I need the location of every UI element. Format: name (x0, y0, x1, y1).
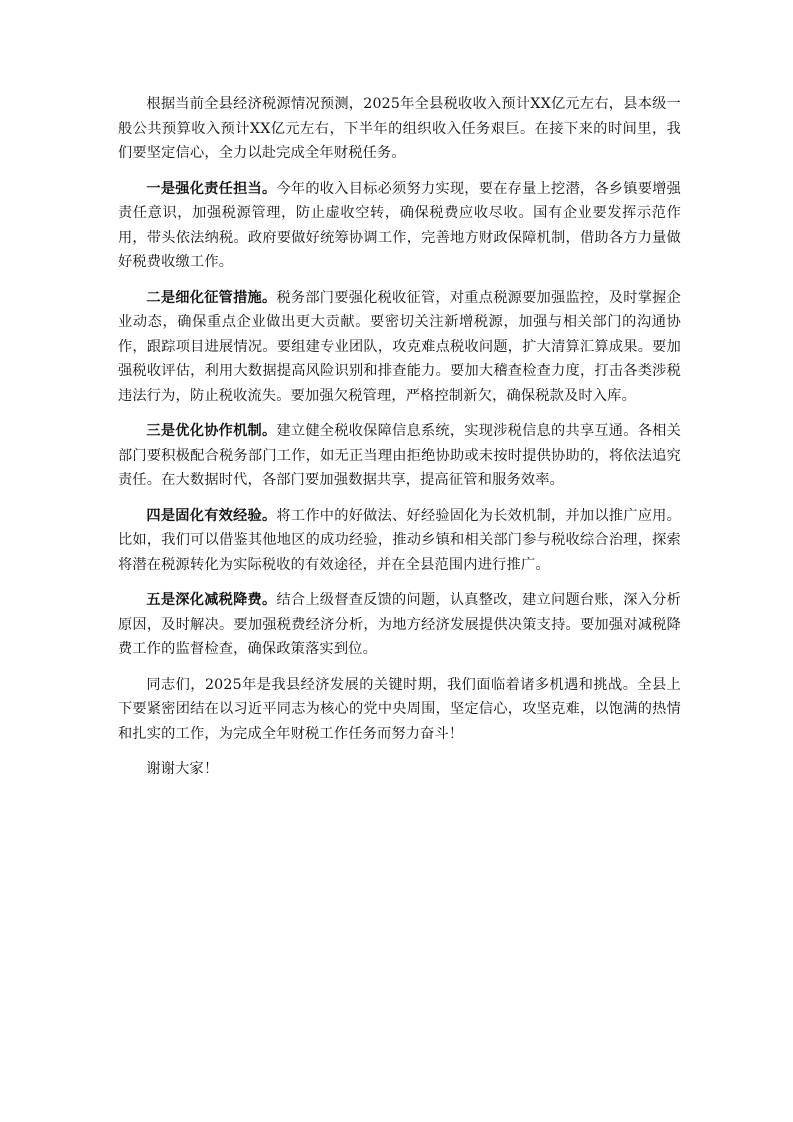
point-four-paragraph (118, 504, 681, 578)
point-one-text: 今年的收入目标必须努力实现，要在存量上挖潜，各乡镇要增强责任意识，加强税源管理，防止虚收空转，确保税费应收尽收。国有企业要发挥示范作用，带头依法纳税。政府要做好统筹协调工作，完善地方财政保障机制，借助各方力量做好税费收缴工作。 (118, 180, 681, 270)
point-three-lead: 三是优化协作机制。 (146, 423, 277, 439)
point-two-paragraph (118, 286, 681, 409)
document-body (118, 92, 681, 793)
point-three-paragraph (118, 419, 681, 493)
point-one-lead: 一是强化责任担当。 (146, 180, 277, 197)
point-three-text: 建立健全税收保障信息系统，实现涉税信息的共享互通。各相关部门要积极配合税务部门工作，如无正当理由拒绝协助或未按时提供协助的，将依法追究责任。在大数据时代，各部门要加强数据共享，提高征管和服务效率。 (118, 423, 681, 488)
point-five-paragraph (118, 588, 681, 662)
point-two-lead: 二是细化征管措施。 (146, 289, 277, 306)
point-two-text: 税务部门要强化税收征管，对重点税源要加强监控，及时掌握企业动态，确保重点企业做出更大贡献。要密切关注新增税源，加强与相关部门的沟通协作，跟踪项目进展情况。要组建专业团队，攻克难点税收问题，扩大清算汇算成果。要加强税收评估，利用大数据提高风险识别和排查能力。要加大稽查检查力度，打击各类涉税违法行为，防止税收流失。要加强欠税管理，严格控制新欠，确保税款及时入库。 (118, 289, 681, 404)
point-five-lead: 五是深化减税降费。 (146, 592, 277, 608)
closing-paragraph: 同志们，2025年是我县经济发展的关键时期，我们面临着诸多机遇和挑战。全县上下要紧密团结在以习近平同志为核心的党中央周围，坚定信心，攻坚克难，以饱满的热情和扎实的工作，为完成全年财税工作任务而努力奋斗！ (118, 676, 681, 742)
point-five-text: 结合上级督查反馈的问题，认真整改，建立问题台账，深入分析原因，及时解决。要加强税费经济分析，为地方经济发展提供决策支持。要加强对减税降费工作的监督检查，确保政策落实到位。 (118, 592, 681, 657)
point-one-paragraph (118, 177, 681, 275)
point-four-lead: 四是固化有效经验。 (146, 507, 277, 524)
thanks-paragraph: 谢谢大家！ (146, 761, 219, 777)
point-four-text: 将工作中的好做法、好经验固化为长效机制，并加以推广应用。比如，我们可以借鉴其他地区的成功经验，推动乡镇和相关部门参与税收综合治理，探索将潜在税源转化为实际税收的有效途径，并在全县范围内进行推广。 (118, 507, 681, 573)
intro-paragraph: 根据当前全县经济税源情况预测，2025年全县税收收入预计XX亿元左右，县本级一般公共预算收入预计XX亿元左右，下半年的组织收入任务艰巨。在接下来的时间里，我们要坚定信心，全力以赴完成全年财税任务。 (118, 96, 681, 161)
